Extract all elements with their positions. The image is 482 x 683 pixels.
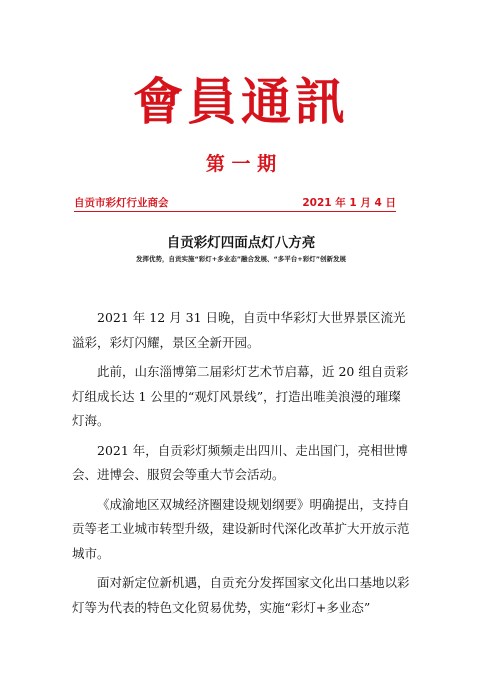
header-rule-row <box>74 196 396 212</box>
article-paragraph: 此前，山东淄博第二届彩灯艺术节启幕，近 20 组自贡彩灯组成长达 1 公里的“观灯风景线”，打造出唯美浪漫的璀璨灯海。 <box>72 364 409 428</box>
article-paragraph: 2021 年 12 月 31 日晚，自贡中华彩灯大世界景区流光溢彩，彩灯闪耀，景区全新开园。 <box>72 310 406 350</box>
masthead-title: 會員通訊 <box>133 72 349 131</box>
article-paragraph: 2021 年，自贡彩灯频频走出四川、走出国门，亮相世博会、进博会、服贸会等重大节会活动。 <box>72 442 408 482</box>
article-body <box>72 306 412 625</box>
article-paragraph: 《成渝地区双城经济圈建设规划纲要》明确提出，支持自贡等老工业城市转型升级，建设新时代深化改革扩大开放示范城市。 <box>72 496 410 561</box>
issue-number: 第 一 期 <box>205 153 277 175</box>
article-headline: 自贡彩灯四面点灯八方亮 <box>166 235 316 251</box>
issue-date: 2021 年 1 月 4 日 <box>302 197 396 209</box>
organization-name: 自贡市彩灯行业商会 <box>74 197 169 209</box>
article-subhead: 发挥优势，自贡实施“彩灯+多业态”融合发展、“多平台+彩灯”创新发展 <box>136 255 346 263</box>
article-paragraph: 面对新定位新机遇，自贡充分发挥国家文化出口基地以彩灯等为代表的特色文化贸易优势，实施“彩灯+多业态” <box>72 575 410 615</box>
